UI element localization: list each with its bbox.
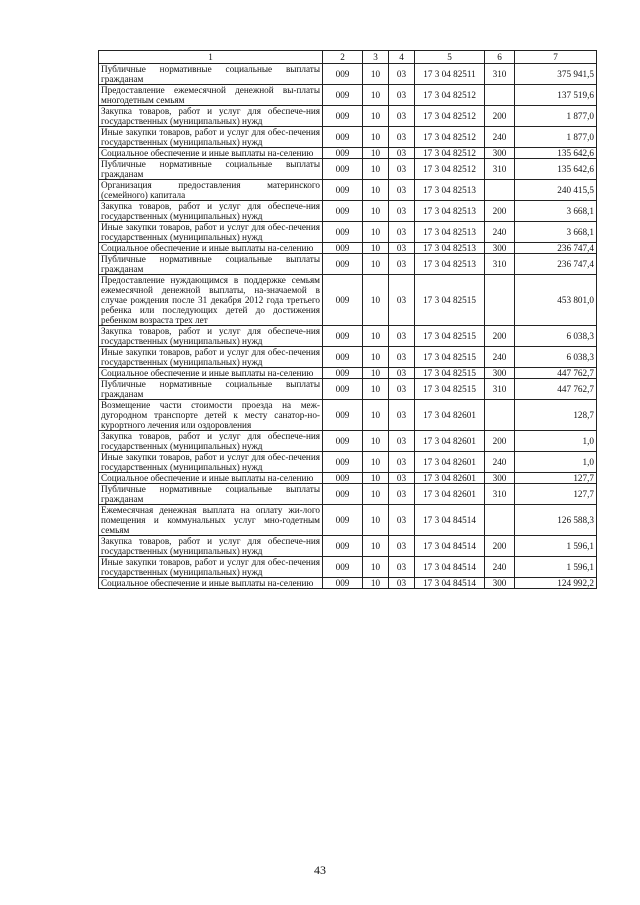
row-subsection: 03 [389,379,415,400]
row-expense-type: 300 [485,578,515,589]
row-expense-type [485,275,515,326]
row-target-article: 17 3 04 84514 [415,557,485,578]
row-target-article: 17 3 04 82512 [415,159,485,180]
row-ministry-code: 009 [323,159,363,180]
row-name: Публичные нормативные социальные выплаты гражданам [99,159,323,180]
row-target-article: 17 3 04 82512 [415,148,485,159]
row-target-article: 17 3 04 84514 [415,578,485,589]
row-ministry-code: 009 [323,484,363,505]
row-expense-type: 200 [485,536,515,557]
row-amount: 1 877,0 [515,106,597,127]
row-expense-type: 200 [485,201,515,222]
row-subsection: 03 [389,326,415,347]
row-amount: 453 801,0 [515,275,597,326]
row-name: Публичные нормативные социальные выплаты гражданам [99,254,323,275]
row-subsection: 03 [389,275,415,326]
row-amount: 1,0 [515,431,597,452]
row-amount: 1 596,1 [515,557,597,578]
row-subsection: 03 [389,484,415,505]
row-section: 10 [363,127,389,148]
row-section: 10 [363,106,389,127]
row-ministry-code: 009 [323,275,363,326]
row-name: Организация предоставления материнского (семейного) капитала [99,180,323,201]
row-ministry-code: 009 [323,347,363,368]
row-subsection: 03 [389,347,415,368]
row-target-article: 17 3 04 82511 [415,64,485,85]
row-ministry-code: 009 [323,85,363,106]
row-expense-type: 200 [485,106,515,127]
row-section: 10 [363,254,389,275]
row-expense-type: 240 [485,557,515,578]
row-amount: 3 668,1 [515,201,597,222]
table-row [99,64,597,85]
table-row [99,431,597,452]
row-subsection: 03 [389,431,415,452]
row-target-article: 17 3 04 82601 [415,452,485,473]
row-ministry-code: 009 [323,201,363,222]
row-name: Закупка товаров, работ и услуг для обеспече-ния государственных (муниципальных) нужд [99,536,323,557]
row-amount: 124 992,2 [515,578,597,589]
row-expense-type: 240 [485,347,515,368]
row-amount: 1,0 [515,452,597,473]
row-section: 10 [363,484,389,505]
table-row [99,106,597,127]
row-name: Иные закупки товаров, работ и услуг для обес-печения государственных (муниципальных) нужд [99,557,323,578]
row-amount: 137 519,6 [515,85,597,106]
row-subsection: 03 [389,557,415,578]
row-ministry-code: 009 [323,243,363,254]
row-ministry-code: 009 [323,452,363,473]
table-row [99,400,597,431]
table-row [99,222,597,243]
row-target-article: 17 3 04 82512 [415,85,485,106]
row-name: Закупка товаров, работ и услуг для обеспече-ния государственных (муниципальных) нужд [99,106,323,127]
row-target-article: 17 3 04 82515 [415,347,485,368]
header-col-1: 1 [99,51,323,64]
row-target-article: 17 3 04 82601 [415,400,485,431]
row-name: Закупка товаров, работ и услуг для обеспече-ния государственных (муниципальных) нужд [99,201,323,222]
row-section: 10 [363,85,389,106]
row-expense-type: 200 [485,431,515,452]
row-name: Иные закупки товаров, работ и услуг для обес-печения государственных (муниципальных) нужд [99,127,323,148]
row-amount: 375 941,5 [515,64,597,85]
header-col-4: 4 [389,51,415,64]
row-expense-type: 240 [485,127,515,148]
row-expense-type: 310 [485,159,515,180]
row-subsection: 03 [389,159,415,180]
table-row [99,473,597,484]
row-subsection: 03 [389,368,415,379]
header-col-5: 5 [415,51,485,64]
row-amount: 6 038,3 [515,347,597,368]
row-amount: 128,7 [515,400,597,431]
row-ministry-code: 009 [323,180,363,201]
row-subsection: 03 [389,106,415,127]
row-amount: 240 415,5 [515,180,597,201]
table-row [99,127,597,148]
row-target-article: 17 3 04 82515 [415,326,485,347]
row-section: 10 [363,64,389,85]
row-section: 10 [363,180,389,201]
header-col-6: 6 [485,51,515,64]
row-target-article: 17 3 04 82601 [415,473,485,484]
table-row [99,243,597,254]
row-amount: 1 877,0 [515,127,597,148]
row-target-article: 17 3 04 82513 [415,243,485,254]
row-target-article: 17 3 04 84514 [415,536,485,557]
row-section: 10 [363,557,389,578]
row-subsection: 03 [389,473,415,484]
row-section: 10 [363,275,389,326]
row-target-article: 17 3 04 82513 [415,180,485,201]
row-ministry-code: 009 [323,536,363,557]
row-target-article: 17 3 04 82601 [415,484,485,505]
row-section: 10 [363,201,389,222]
table-body [99,64,597,589]
row-target-article: 17 3 04 84514 [415,505,485,536]
table-row [99,180,597,201]
row-ministry-code: 009 [323,222,363,243]
row-name: Социальное обеспечение и иные выплаты на-селению [99,148,323,159]
row-name: Возмещение части стоимости проезда на меж-дугородном транспорте детей к месту санатор-но-курортного лечения или оздоровления [99,400,323,431]
row-expense-type: 310 [485,64,515,85]
table-row [99,159,597,180]
table-row [99,379,597,400]
row-subsection: 03 [389,243,415,254]
row-target-article: 17 3 04 82515 [415,368,485,379]
row-expense-type: 300 [485,148,515,159]
row-subsection: 03 [389,148,415,159]
row-subsection: 03 [389,180,415,201]
row-subsection: 03 [389,505,415,536]
row-expense-type: 300 [485,368,515,379]
row-amount: 135 642,6 [515,159,597,180]
row-expense-type: 310 [485,484,515,505]
row-ministry-code: 009 [323,368,363,379]
row-name: Иные закупки товаров, работ и услуг для обес-печения государственных (муниципальных) нужд [99,222,323,243]
budget-table [98,50,597,589]
row-section: 10 [363,159,389,180]
row-expense-type: 240 [485,222,515,243]
row-target-article: 17 3 04 82512 [415,106,485,127]
table-row [99,254,597,275]
row-subsection: 03 [389,254,415,275]
row-ministry-code: 009 [323,400,363,431]
row-name: Иные закупки товаров, работ и услуг для обес-печения государственных (муниципальных) нужд [99,347,323,368]
row-amount: 447 762,7 [515,368,597,379]
table-row [99,578,597,589]
table-row [99,484,597,505]
table-row [99,85,597,106]
row-name: Предоставление ежемесячной денежной вы-платы многодетным семьям [99,85,323,106]
table-row [99,452,597,473]
table-row [99,201,597,222]
row-subsection: 03 [389,64,415,85]
row-expense-type: 300 [485,243,515,254]
row-section: 10 [363,505,389,536]
row-target-article: 17 3 04 82513 [415,222,485,243]
row-expense-type: 240 [485,452,515,473]
row-subsection: 03 [389,578,415,589]
table-row [99,557,597,578]
row-amount: 236 747,4 [515,254,597,275]
row-ministry-code: 009 [323,64,363,85]
header-col-2: 2 [323,51,363,64]
row-name: Социальное обеспечение и иные выплаты на-селению [99,243,323,254]
row-subsection: 03 [389,400,415,431]
row-amount: 1 596,1 [515,536,597,557]
row-expense-type [485,180,515,201]
row-section: 10 [363,431,389,452]
row-subsection: 03 [389,536,415,557]
row-ministry-code: 009 [323,431,363,452]
row-ministry-code: 009 [323,326,363,347]
page-number: 43 [314,863,326,877]
row-amount: 236 747,4 [515,243,597,254]
row-amount: 3 668,1 [515,222,597,243]
row-section: 10 [363,400,389,431]
row-ministry-code: 009 [323,148,363,159]
row-name: Социальное обеспечение и иные выплаты на-селению [99,368,323,379]
header-row [99,51,597,64]
table-row [99,326,597,347]
table-row [99,275,597,326]
row-name: Социальное обеспечение и иные выплаты на-селению [99,473,323,484]
row-expense-type: 310 [485,379,515,400]
row-ministry-code: 009 [323,473,363,484]
row-expense-type [485,400,515,431]
header-col-7: 7 [515,51,597,64]
row-amount: 447 762,7 [515,379,597,400]
row-section: 10 [363,379,389,400]
row-section: 10 [363,222,389,243]
row-section: 10 [363,473,389,484]
row-amount: 135 642,6 [515,148,597,159]
row-amount: 127,7 [515,473,597,484]
row-amount: 127,7 [515,484,597,505]
row-name: Иные закупки товаров, работ и услуг для обес-печения государственных (муниципальных) нужд [99,452,323,473]
row-expense-type [485,85,515,106]
row-name: Предоставление нуждающимся в поддержке семьям ежемесячной денежной выплаты, на-значаемой в случае рождения после 31 декабря 2012 года третьего ребенка или последующих детей до достижения ребенком возраста трех лет [99,275,323,326]
row-section: 10 [363,578,389,589]
row-target-article: 17 3 04 82515 [415,275,485,326]
table-row [99,347,597,368]
row-ministry-code: 009 [323,379,363,400]
row-section: 10 [363,347,389,368]
row-ministry-code: 009 [323,106,363,127]
header-col-3: 3 [363,51,389,64]
row-ministry-code: 009 [323,127,363,148]
row-subsection: 03 [389,85,415,106]
row-target-article: 17 3 04 82513 [415,254,485,275]
row-amount: 126 588,3 [515,505,597,536]
row-expense-type: 200 [485,326,515,347]
row-name: Закупка товаров, работ и услуг для обеспече-ния государственных (муниципальных) нужд [99,326,323,347]
table-row [99,505,597,536]
row-subsection: 03 [389,222,415,243]
row-name: Публичные нормативные социальные выплаты гражданам [99,379,323,400]
row-ministry-code: 009 [323,505,363,536]
row-name: Социальное обеспечение и иные выплаты на-селению [99,578,323,589]
table-row [99,148,597,159]
row-subsection: 03 [389,452,415,473]
row-subsection: 03 [389,127,415,148]
row-name: Публичные нормативные социальные выплаты гражданам [99,64,323,85]
row-target-article: 17 3 04 82515 [415,379,485,400]
row-expense-type [485,505,515,536]
row-expense-type: 300 [485,473,515,484]
row-section: 10 [363,326,389,347]
table-row [99,536,597,557]
row-section: 10 [363,452,389,473]
row-ministry-code: 009 [323,578,363,589]
row-name: Публичные нормативные социальные выплаты гражданам [99,484,323,505]
row-section: 10 [363,148,389,159]
row-ministry-code: 009 [323,254,363,275]
row-target-article: 17 3 04 82513 [415,201,485,222]
row-amount: 6 038,3 [515,326,597,347]
table-row [99,368,597,379]
row-target-article: 17 3 04 82601 [415,431,485,452]
row-section: 10 [363,243,389,254]
row-section: 10 [363,536,389,557]
row-name: Ежемесячная денежная выплата на оплату жи-лого помещения и коммунальных услуг мно-годетным семьям [99,505,323,536]
row-ministry-code: 009 [323,557,363,578]
row-name: Закупка товаров, работ и услуг для обеспече-ния государственных (муниципальных) нужд [99,431,323,452]
row-target-article: 17 3 04 82512 [415,127,485,148]
row-subsection: 03 [389,201,415,222]
row-expense-type: 310 [485,254,515,275]
row-section: 10 [363,368,389,379]
